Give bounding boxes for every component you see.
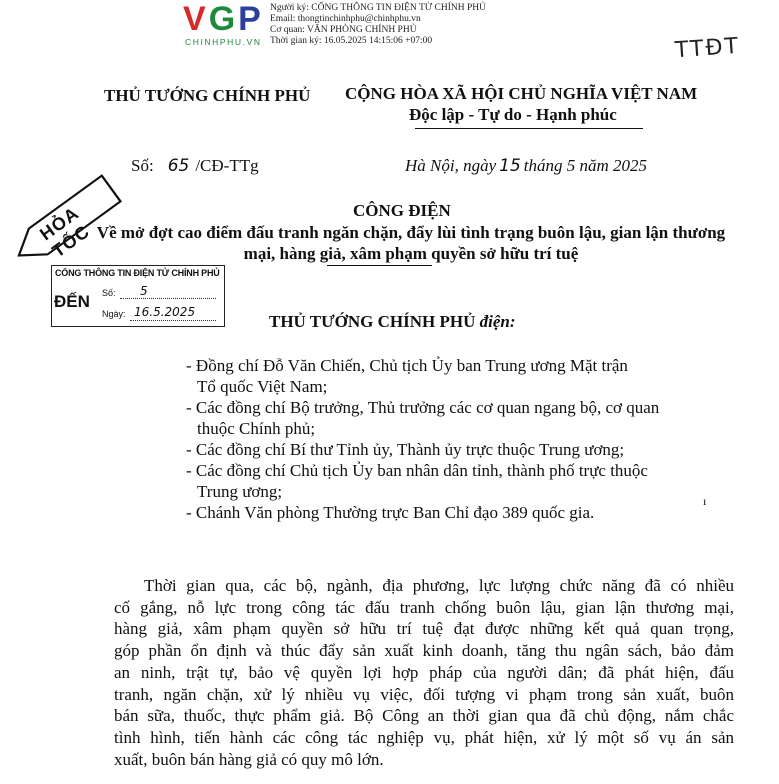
body-line: xuất, buôn bán hàng giả có quy mô lớn.: [114, 749, 384, 769]
received-number-value: 5: [140, 284, 148, 298]
body-line: tranh, ngăn chặn, xử lý nhiều vụ việc, đối tượng vi phạm trong sản xuất, buôn: [114, 684, 734, 704]
number-suffix: /CĐ-TTg: [195, 156, 259, 175]
signer-time: Thời gian ký: 16.05.2025 14:15:06 +07:00: [270, 36, 433, 46]
vgp-logo: [183, 2, 264, 36]
document-subtitle: Về mở đợt cao điểm đấu tranh ngăn chặn, đẩy lùi tình trạng buôn lậu, gian lận thương mại, hàng giả, xâm phạm quyền sở hữu trí tuệ: [96, 223, 726, 263]
received-date-dots: [130, 320, 216, 321]
recipient-item-cont: thuộc Chính phủ;: [197, 419, 316, 438]
place-and-date: [405, 156, 647, 176]
motto-underline: [415, 128, 643, 129]
number-value: 65: [167, 156, 190, 176]
addressee-text: THỦ TƯỚNG CHÍNH PHỦ: [269, 312, 476, 331]
body-line: bán sữa, thuốc, thực phẩm giả. Bộ Công an thời gian qua đã chủ động, nắm chắc: [114, 706, 734, 726]
recipient-item-cont: Tổ quốc Việt Nam;: [197, 377, 328, 396]
body-line: cố gắng, nỗ lực trong công tác đấu tranh chống buôn lậu, gian lận thương mại,: [114, 597, 734, 617]
number-label: Số:: [131, 156, 154, 175]
received-stamp-den: ĐẾN: [54, 292, 90, 311]
issuing-agency: THỦ TƯỚNG CHÍNH PHỦ: [104, 86, 311, 105]
received-number-dots: [120, 298, 216, 299]
recipient-item: - Các đồng chí Bộ trưởng, Thủ trưởng các cơ quan ngang bộ, cơ quan: [186, 398, 660, 417]
signer-email: Email: thongtinchinhphu@chinhphu.vn: [270, 14, 421, 24]
logo-letter-p: P: [238, 0, 264, 38]
signer-name: Người ký: CỔNG THÔNG TIN ĐIỆN TỬ CHÍNH PHỦ: [270, 3, 486, 13]
addressee-heading: [269, 312, 516, 332]
date-day: 15: [499, 156, 521, 176]
recipient-item: - Chánh Văn phòng Thường trực Ban Chỉ đạo 389 quốc gia.: [186, 503, 595, 522]
received-date-label: Ngày:: [102, 309, 126, 319]
recipient-item-cont: Trung ương;: [197, 482, 283, 501]
country-name: CỘNG HÒA XÃ HỘI CHỦ NGHĨA VIỆT NAM: [345, 84, 698, 103]
title-underline: [327, 265, 432, 266]
received-date-value: 16.5.2025: [134, 305, 196, 319]
document-title: CÔNG ĐIỆN: [353, 201, 451, 220]
body-line: hàng giả, xâm phạm quyền sở hữu trí tuệ đạt được những kết quả quan trọng,: [114, 619, 734, 639]
body-line: tình hình, tiến hành các công tác nghiệp vụ, phát hiện, xử lý một số vụ án sản: [114, 727, 734, 747]
recipient-item: - Đồng chí Đỗ Văn Chiến, Chủ tịch Ủy ban Trung ương Mặt trận: [186, 356, 628, 375]
received-number-label: Số:: [102, 288, 116, 298]
body-line: Thời gian qua, các bộ, ngành, địa phương, lực lượng chức năng đã có nhiều: [144, 576, 734, 595]
recipient-item: - Các đồng chí Chủ tịch Ủy ban nhân dân tỉnh, thành phố trực thuộc: [186, 461, 648, 480]
date-prefix: Hà Nội, ngày: [405, 156, 497, 175]
addressee-suffix: điện:: [479, 312, 516, 331]
body-line: góp phần ổn định và thúc đẩy sản xuất kinh doanh, tăng thu ngân sách, bảo đảm: [114, 641, 734, 661]
logo-letter-v: V: [183, 0, 209, 38]
handwritten-note: TTĐT: [674, 33, 741, 64]
body-line: an ninh, trật tự, bảo vệ quyền lợi hợp pháp của người dân; đã phát hiện, đấu: [114, 662, 734, 682]
margin-mark: ı: [703, 494, 707, 508]
digital-signature-info: [270, 3, 486, 47]
logo-letter-g: G: [208, 0, 239, 38]
document-number: [131, 156, 259, 176]
received-stamp-org: CỔNG THÔNG TIN ĐIỆN TỬ CHÍNH PHỦ: [55, 268, 220, 278]
national-motto: Độc lập - Tự do - Hạnh phúc: [409, 105, 617, 124]
body-paragraph: [114, 575, 734, 770]
urgent-stamp-label: HỎA TỐC: [36, 203, 94, 262]
date-rest: tháng 5 năm 2025: [523, 156, 648, 175]
recipient-item: - Các đồng chí Bí thư Tỉnh ủy, Thành ủy trực thuộc Trung ương;: [186, 440, 625, 459]
logo-subtitle: CHINHPHU.VN: [185, 37, 262, 47]
recipient-list: [186, 355, 746, 523]
signer-agency: Cơ quan: VĂN PHÒNG CHÍNH PHỦ: [270, 25, 417, 35]
received-stamp: [51, 265, 225, 327]
